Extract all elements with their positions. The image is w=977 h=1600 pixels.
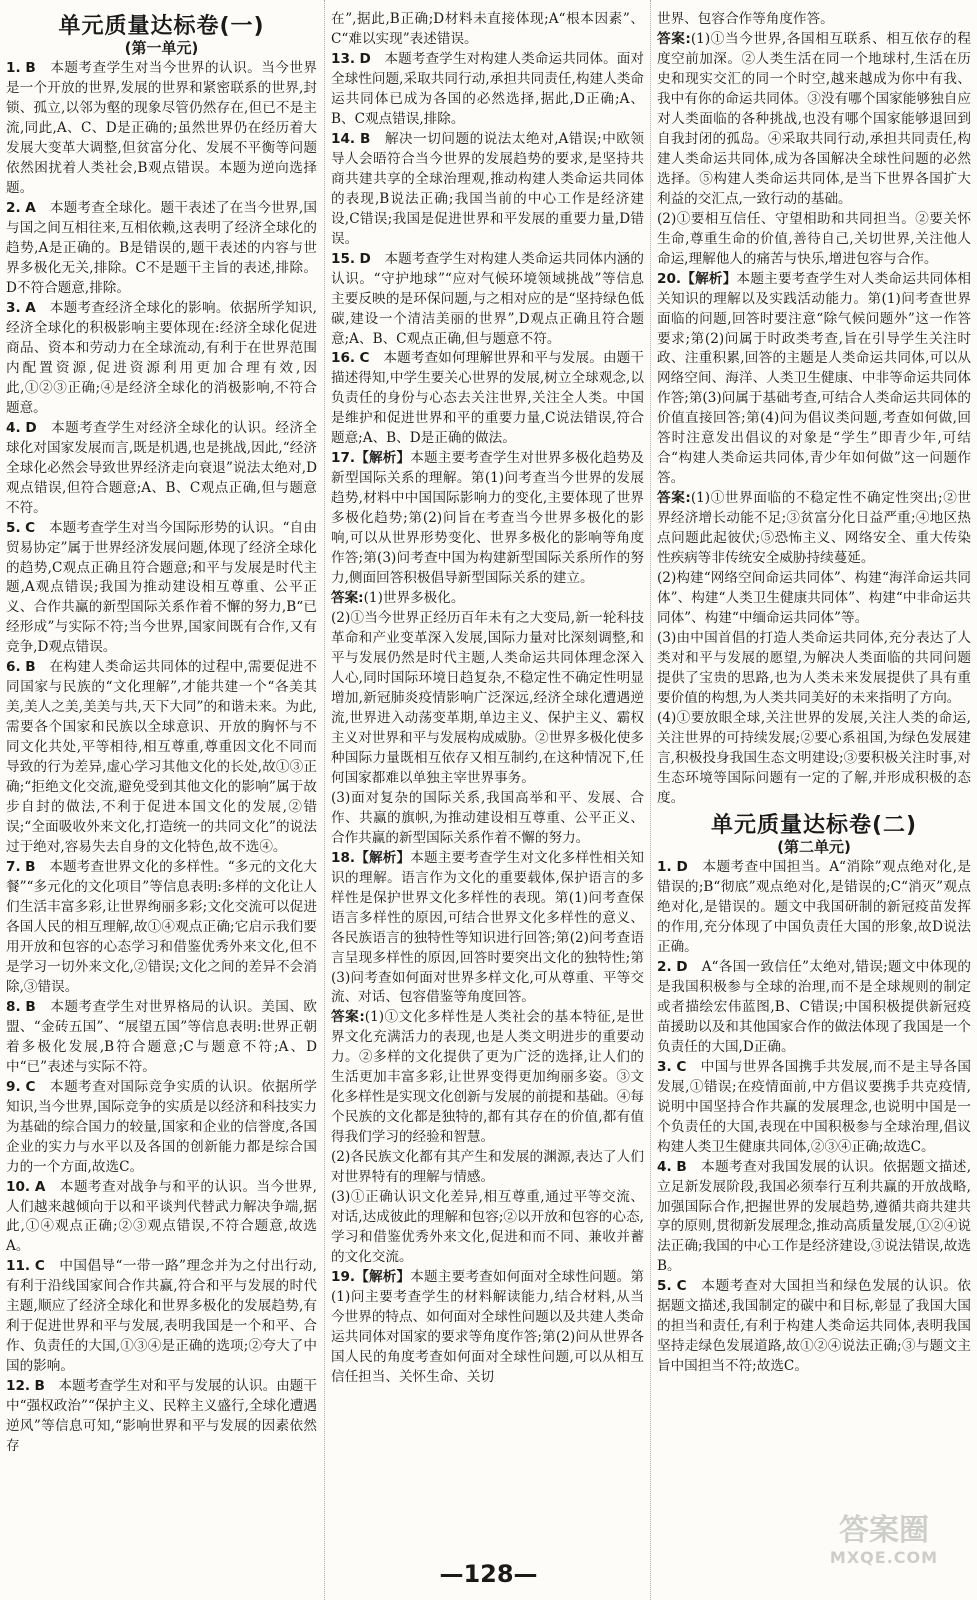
question-number: 2. bbox=[657, 958, 672, 975]
question-number: 4. bbox=[657, 1158, 672, 1175]
answer-choice: C bbox=[25, 1078, 36, 1095]
answer-label: 答案: bbox=[657, 30, 691, 47]
explanation-text: 本题考查经济全球化的影响。依据所学知识,经济全球化的积极影响主要体现在:经济全球化促进商品、资本和劳动力在全球流动,有利于在世界范围内配置资源,促进资源利用更加合理有效,因此,①②③正确;④是经济全球化的消极影响,不符合题意。 bbox=[6, 299, 318, 416]
question-number: 17. bbox=[331, 450, 356, 467]
answer-choice: B bbox=[25, 998, 36, 1015]
analysis-block bbox=[657, 270, 971, 490]
explanation-text: 本题考查对大国担当和绿色发展的认识。依据题文描述,我国制定的碳中和目标,彰显了我国大国的担当和责任,有利于构建人类命运共同体,表明我国坚持走绿色发展道路,故①②④说法正确;③与题文主旨中国担当不符;故选C。 bbox=[657, 1278, 972, 1375]
analysis-block bbox=[331, 1268, 644, 1388]
analysis-text: 本题主要考查学生对文化多样性相关知识的理解。语言作为文化的重要载体,保护语言的多样性是保护世界文化多样性的表现。第(1)问考查保语言多样性的原因,可结合世界文化多样性的意义、各民族语言的独特性等知识进行回答;第(2)问考查语言呈现多样性的原因,回答时要突出文化的独特性;第(3)问考查如何面对世界多样文化,可从尊重、平等交流、对话、包容借鉴等角度回答。 bbox=[331, 849, 645, 1006]
paragraph-text: (3)面对复杂的国际关系,我国高举和平、发展、合作、共赢的旗帜,为推动建设相互尊重、公平正义、合作共赢的新型国际关系作着不懈的努力。 bbox=[331, 789, 644, 846]
answer-choice: B bbox=[25, 60, 36, 77]
column-right bbox=[651, 0, 977, 1600]
answer-choice: A bbox=[25, 299, 36, 316]
explanation-text: 本题考查学生对和平与发展的认识。由题干中“强权政治”“保护主义、民粹主义盛行,全球化遭遇逆风”等信息可知,“影响世界和平与发展的因素依然存 bbox=[6, 1378, 317, 1455]
explanation-text: 本题考查对战争与和平的认识。当今世界,人们越来越倾向于以和平谈判代替武力解决争端,据此,①④观点正确;②③观点错误,不符合题意,故选A。 bbox=[6, 1178, 318, 1255]
question-answer bbox=[657, 958, 971, 1058]
question-answer bbox=[331, 250, 644, 350]
question-number: 4. bbox=[6, 419, 21, 436]
explanation-text: 本题考查世界文化的多样性。“多元的文化大餐”“多元化的文化项目”等信息表明:多样的文化让人们生活丰富多彩,让世界绚丽多彩;文化交流可以促进各国人民的相互理解,故①④观点正确;它启示我们要用开放和包容的心态学习和借鉴优秀外来文化,但不是学习一切外来文化,②错误;文化之间的差异不会消除,③错误。 bbox=[6, 859, 317, 995]
answer-label: 答案: bbox=[331, 1009, 365, 1026]
explanation-text: 在构建人类命运共同体的过程中,需要促进不同国家与民族的“文化理解”,才能共建一个“各美其美,美人之美,美美与共,天下大同”的和谐未来。为此,需要各个国家和民族以全球意识、开放的胸怀与不同文化共处,平等相待,相互尊重,尊重因文化不同而导致的行为差异,虚心学习其他文化的长处,故①③正确;“拒绝文化交流,避免受到其他文化的影响”属于故步自封的做法,不利于促进本国文化的发展,②错误;“全面吸收外来文化,打造统一的共同文化”的说法过于绝对,容易失去自身的文化特色,故不选④。 bbox=[6, 659, 317, 856]
question-answer bbox=[6, 658, 317, 858]
answer-paragraph bbox=[657, 210, 971, 270]
question-answer bbox=[6, 519, 317, 659]
explanation-text: 本题考查中国担当。A“消除”观点绝对化,是错误的;B“彻底”观点绝对化,是错误的;C“消灭”观点绝对化,是错误的。题文中我国研制的新冠疫苗发挥的作用,充分体现了中国负责任大国的形象,故D说法正确。 bbox=[657, 859, 972, 955]
question-number: 20. bbox=[657, 270, 682, 287]
paragraph-text: (3)由中国首倡的打造人类命运共同体,充分表达了人类对和平与发展的愿望,为解决人类面临的共同问题提供了宝贵的思路,也为人类未来发展提供了具有重要价值的构想,为人类共同美好的未来指明了方向。 bbox=[657, 630, 971, 706]
answer-choice: C bbox=[34, 1258, 45, 1275]
question-answer bbox=[331, 130, 644, 250]
answer-label: 答案: bbox=[657, 490, 691, 507]
answer-label: 答案: bbox=[331, 590, 364, 607]
section-title: 单元质量达标卷(一) bbox=[58, 14, 265, 39]
answer-choice: B bbox=[359, 130, 371, 147]
paragraph-text: (2)①当今世界正经历百年未有之大变局,新一轮科技革命和产业变革深入发展,国际力量对比深刻调整,和平与发展仍然是时代主题,人类命运共同体理念深入人心,同时国际环境日趋复杂,不稳定性不确定性明显增加,新冠肺炎疫情影响广泛深远,经济全球化遭遇逆流,世界进入动荡变革期,单边主义、保护主义、霸权主义对世界和平与发展构成威胁。②世界多极化使多种国际力量既相互依存又相互制约,在这种情况下,任何国家都难以单独主宰世界事务。 bbox=[331, 610, 644, 786]
question-answer bbox=[331, 50, 644, 130]
analysis-label: 【解析】 bbox=[355, 1269, 411, 1286]
question-number: 9. bbox=[6, 1078, 21, 1095]
question-number: 10. bbox=[6, 1178, 31, 1195]
question-number: 3. bbox=[657, 1058, 672, 1075]
paragraph-text: (2)各民族文化都有其产生和发展的渊源,表达了人们对世界特有的理解与情感。 bbox=[331, 1149, 644, 1186]
answer-paragraph bbox=[657, 569, 971, 629]
explanation-text: 本题考查对国际竞争实质的认识。依据所学知识,当今世界,国际竞争的实质是以经济和科技实力为基础的综合国力的较量,国家和企业的信誉度,各国企业的实力与水平以及各国的创新能力都是综合国力的一个方面,故选C。 bbox=[6, 1078, 318, 1175]
analysis-label: 【解析】 bbox=[355, 849, 411, 866]
answer-choice: D bbox=[359, 50, 371, 67]
question-number: 2. bbox=[6, 200, 21, 217]
question-answer bbox=[6, 858, 317, 998]
analysis-text: 本题主要考查学生对世界多极化趋势及新型国际关系的理解。第(1)问考查当今世界的发展趋势,材料中中国国际影响力的变化,主要体现了世界多极化趋势;第(2)问旨在考查当今世界多极化的影响,可以从世界形势变化、世界多极化的影响等角度作答;第(3)问考查中国为构建新型国际关系所作的努力,侧面回答积极倡导新型国际关系的建立。 bbox=[331, 450, 645, 587]
answer-choice: D bbox=[676, 859, 688, 876]
answer-choice: C bbox=[676, 1278, 687, 1295]
question-number: 11. bbox=[6, 1258, 31, 1275]
explanation-text: 本题考查学生对当今世界的认识。当今世界是一个开放的世界,发展的世界和紧密联系的世界,封锁、孤立,以邻为壑的现象尽管仍然存在,但已不是主流,同此,A、C、D是正确的;虽然世界仍在经历着大发展大变革大调整,但贫富分化、发展不平衡等问题依然困扰着人类社会,B观点错误。本题为逆向选择题。 bbox=[6, 60, 318, 197]
answer-choice: A bbox=[25, 200, 36, 217]
answer-text: (1)①当今世界,各国相互联系、相互依存的程度空前加深。②人类生活在同一个地球村,生活在历史和现实交汇的同一个时空,越来越成为你中有我、我中有你的命运共同体。③没有哪个国家能够独自应对人类面临的各种挑战,也没有哪个国家能够退回到自我封闭的孤岛。④采取共同行动,承担共同责任,构建人类命运共同体,成为各国解决全球性问题的必然选择。⑤构建人类命运共同体,是当下世界各国扩大利益的交汇点,一致行动的基础。 bbox=[657, 30, 971, 207]
answer-choice: B bbox=[676, 1158, 687, 1175]
question-number: 6. bbox=[6, 659, 21, 676]
question-number: 14. bbox=[331, 130, 356, 147]
continued-text bbox=[331, 10, 644, 50]
analysis-block bbox=[331, 449, 644, 589]
question-answer bbox=[6, 299, 317, 419]
answer-block bbox=[331, 589, 644, 609]
answer-choice: D bbox=[25, 419, 37, 436]
paragraph-text: (4)①要放眼全球,关注世界的发展,关注人类的命运,关注世界的可持续发展;②要心系祖国,为绿色发展建言,积极投身我国生态文明建设;③要积极关注时事,对生态环境等国际问题有一定的了解,并形成积极的态度。 bbox=[657, 709, 971, 806]
paragraph-text: (2)①要相互信任、守望相助和共同担当。②要关怀生命,尊重生命的价值,善待自己,关切世界,关注他人命运,理解他人的痛苦与快乐,增进包容与合作。 bbox=[657, 210, 971, 267]
analysis-label: 【解析】 bbox=[355, 450, 411, 467]
column-left bbox=[0, 0, 323, 1600]
paragraph-text: (2)构建“网络空间命运共同体”、构建“海洋命运共同体”、构建“人类卫生健康共同体”、构建“中非命运共同体”、构建“中缅命运共同体”等。 bbox=[657, 570, 971, 627]
explanation-text: 本题考查学生对构建人类命运共同体内涵的认识。“守护地球”“应对气候环境领域挑战”等信息主要反映的是环保问题,与之相对应的是“坚持绿色低碳,建设一个清洁美丽的世界”,D观点正确且符合题意;A、B、C观点正确,但与题意不符。 bbox=[331, 250, 645, 347]
question-answer bbox=[657, 1058, 971, 1158]
question-answer bbox=[331, 349, 644, 449]
explanation-text: 本题考查全球化。题干表述了在当今世界,国与国之间互相往来,互相依赖,这表明了经济全球化的趋势,A是正确的。B是错误的,题干表述的内容与世界多极化无关,排除。C不是题干主旨的表述,排除。D不符合题意,排除。 bbox=[6, 200, 318, 296]
question-number: 5. bbox=[6, 519, 21, 536]
answer-paragraph bbox=[331, 789, 644, 849]
question-answer bbox=[657, 1277, 971, 1377]
answer-text: (1)①世界面临的不稳定性不确定性突出;②世界经济增长动能不足;③贫富分化日益严重;④地区热点问题此起彼伏;⑤恐怖主义、网络安全、重大传染性疾病等非传统安全威胁持续蔓延。 bbox=[657, 490, 972, 567]
question-answer bbox=[657, 1158, 971, 1278]
answer-block bbox=[657, 489, 971, 569]
explanation-text: 本题考查学生对当今国际形势的认识。“自由贸易协定”属于世界经济发展问题,体现了经济全球化的趋势,C观点正确且符合题意;和平与发展是时代主题,A观点错误;我国为推动建设相互尊重、公平正义、合作共赢的新型国际关系作着不懈的努力,B“已经形成”与实际不符;当今世界,国家间既有合作,又有竞争,D观点错误。 bbox=[6, 519, 317, 656]
question-number: 13. bbox=[331, 50, 356, 67]
answer-paragraph bbox=[657, 709, 971, 809]
question-answer bbox=[6, 199, 317, 299]
question-number: 7. bbox=[6, 859, 21, 876]
answer-choice: A bbox=[34, 1178, 46, 1195]
paragraph-text: 世界、包容合作等角度作答。 bbox=[657, 11, 834, 27]
explanation-text: 解决一切问题的说法太绝对,A错误;中欧领导人会晤符合当今世界的发展趋势的要求,是坚持共商共建共享的全球治理观,推动构建人类命运共同体的表现,B说法正确;我国当前的中心工作是经济建设,C错误;我国是促进世界和平发展的重要力量,D错误。 bbox=[331, 130, 645, 247]
question-number: 1. bbox=[6, 60, 21, 77]
explanation-text: 本题考查学生对构建人类命运共同体。面对全球性问题,采取共同行动,承担共同责任,构建人类命运共同体已成为各国的必然选择,据此,D正确;A、B、C观点错误,排除。 bbox=[331, 50, 645, 127]
answer-paragraph bbox=[331, 1148, 644, 1188]
question-number: 5. bbox=[657, 1278, 672, 1295]
question-number: 3. bbox=[6, 299, 21, 316]
column-middle bbox=[324, 0, 651, 1600]
answer-text: (1)①文化多样性是人类社会的基本特征,是世界文化充满活力的表现,也是人类文明进步的重要动力。②多样的文化提供了更为广泛的选择,让人们的生活更加丰富多彩,让世界变得更加绚丽多姿。③文化多样性是实现文化创新与发展的前提和基础。④每个民族的文化都是独特的,都有其存在的价值,都有值得我们学习的经验和智慧。 bbox=[331, 1009, 645, 1146]
answer-choice: C bbox=[359, 350, 370, 367]
question-answer bbox=[6, 1178, 317, 1258]
question-answer bbox=[6, 998, 317, 1078]
section-subtitle: (第一单元) bbox=[124, 39, 199, 58]
watermark-site: MXQE.COM bbox=[829, 1548, 939, 1567]
question-answer bbox=[6, 1377, 317, 1457]
question-number: 15. bbox=[331, 250, 356, 267]
question-number: 16. bbox=[331, 350, 356, 367]
paragraph-text: (3)①正确认识文化差异,相互尊重,通过平等交流、对话,达成彼此的理解和包容;②以开放和包容的心态,学习和借鉴优秀外来文化,促进和而不同、兼收并蓄的文化交流。 bbox=[331, 1189, 644, 1266]
answer-block bbox=[657, 30, 971, 210]
section-subtitle: (第二单元) bbox=[777, 838, 851, 857]
question-answer bbox=[6, 1078, 317, 1178]
question-answer bbox=[657, 858, 971, 958]
explanation-text: 本题考查学生对世界格局的认识。美国、欧盟、“金砖五国”、“展望五国”等信息表明:世界正朝着多极化发展,B符合题意;C与题意不符;A、D中“已”表述与实际不符。 bbox=[6, 998, 318, 1075]
paragraph-text: 在”,据此,B正确;D材料未直接体现;A“根本因素”、C“难以实现”表述错误。 bbox=[331, 11, 644, 47]
question-answer bbox=[6, 419, 317, 519]
answer-choice: C bbox=[25, 519, 36, 536]
watermark-logo bbox=[809, 1513, 959, 1586]
analysis-text: 本题主要考查如何面对全球性问题。第(1)问主要考查学生的材料解读能力,结合材料,从当今世界的特点、如何面对全球性问题以及共建人类命运共同体对国家的要求等角度作答;第(2)问从世界各国人民的角度考查如何面对全球性问题,可以从相互信任担当、关怀生命、关切 bbox=[331, 1269, 645, 1385]
analysis-block bbox=[331, 849, 644, 1009]
page-number: —128— bbox=[439, 1559, 538, 1588]
explanation-text: A“各国一致信任”太绝对,错误;题文中体现的是我国积极参与全球的治理,而不是全球规则的制定或者描绘宏伟蓝图,B、C错误;中国积极提供新冠疫苗援助以及和其他国家合作的做法体现了我国是一个负责任的大国,D正确。 bbox=[657, 958, 971, 1055]
answer-choice: B bbox=[25, 859, 36, 876]
question-answer bbox=[6, 59, 317, 199]
section-title: 单元质量达标卷(二) bbox=[710, 812, 918, 838]
answer-paragraph bbox=[657, 629, 971, 709]
question-number: 18. bbox=[331, 849, 356, 866]
answer-choice: B bbox=[25, 659, 36, 676]
analysis-label: 【解析】 bbox=[681, 270, 737, 287]
explanation-text: 本题考查学生对经济全球化的认识。经济全球化对国家发展而言,既是机遇,也是挑战,因此,“经济全球化必然会导致世界经济走向衰退”说法太绝对,D观点错误,但符合题意;A、B、C观点正确,但与题意不符。 bbox=[6, 419, 318, 516]
question-number: 12. bbox=[6, 1378, 31, 1395]
question-number: 1. bbox=[657, 859, 672, 876]
answer-paragraph bbox=[331, 1188, 644, 1268]
answer-choice: C bbox=[676, 1058, 687, 1075]
question-number: 19. bbox=[331, 1269, 356, 1286]
explanation-text: 中国与世界各国携手共发展,而不是主导各国发展,①错误;在疫情面前,中方倡议要携手共克疫情,说明中国坚持合作共赢的发展理念,也说明中国是一个负责任的大国,表现在中国积极参与全球治理,倡议构建人类卫生健康共同体,②③④正确;故选C。 bbox=[657, 1058, 972, 1155]
explanation-text: 本题考查如何理解世界和平与发展。由题干描述得知,中学生要关心世界的发展,树立全球观念,以负责任的身份与心态去关注世界,关注全人类。中国是维护和促进世界和平的重要力量,C说法错误,符合题意;A、B、D是正确的做法。 bbox=[331, 350, 645, 447]
answer-choice: D bbox=[359, 250, 371, 267]
explanation-text: 本题考查对我国发展的认识。依据题文描述,立足新发展阶段,我国必须奉行互利共赢的开放战略,加强国际合作,把握世界的发展趋势,遵循共商共建共享的原则,贯彻新发展理念,推动高质量发展,①②④说法正确;我国的中心工作是经济建设,③说法错误,故选B。 bbox=[657, 1158, 972, 1275]
answer-block bbox=[331, 1008, 644, 1148]
answer-paragraph bbox=[331, 609, 644, 789]
watermark-brand: 答案圈 bbox=[839, 1513, 929, 1548]
analysis-text: 本题主要考查学生对人类命运共同体相关知识的理解以及实践活动能力。第(1)问考查世界面临的问题,回答时要注意“除气候问题外”这一作答要求;第(2)问属于时政类考查,旨在引导学生关注时政、注重积累,回答的主题是人类命运共同体,可以从网络空间、海洋、人类卫生健康、中非等命运共同体作答;第(3)问属于基础考查,可结合人类命运共同体的价值直接回答;第(4)问为倡议类问题,考查如何做,回答时注意发出倡议的对象是“学生”即青少年,可结合“构建人类命运共同体,青少年如何做”这一问题作答。 bbox=[657, 270, 972, 487]
continued-text bbox=[657, 10, 971, 30]
answer-text: (1)世界多极化。 bbox=[363, 590, 465, 607]
question-answer bbox=[6, 1257, 317, 1377]
explanation-text: 中国倡导“一带一路”理念并为之付出行动,有利于沿线国家间合作共赢,符合和平与发展的时代主题,顺应了经济全球化和世界多极化的发展趋势,有利于促进世界和平与发展,表明我国是一个和平、合作、负责任的大国,①③④是正确的选项;②夸大了中国的影响。 bbox=[6, 1258, 317, 1375]
answer-choice: B bbox=[34, 1378, 45, 1395]
question-number: 8. bbox=[6, 998, 21, 1015]
answer-choice: D bbox=[676, 958, 688, 975]
